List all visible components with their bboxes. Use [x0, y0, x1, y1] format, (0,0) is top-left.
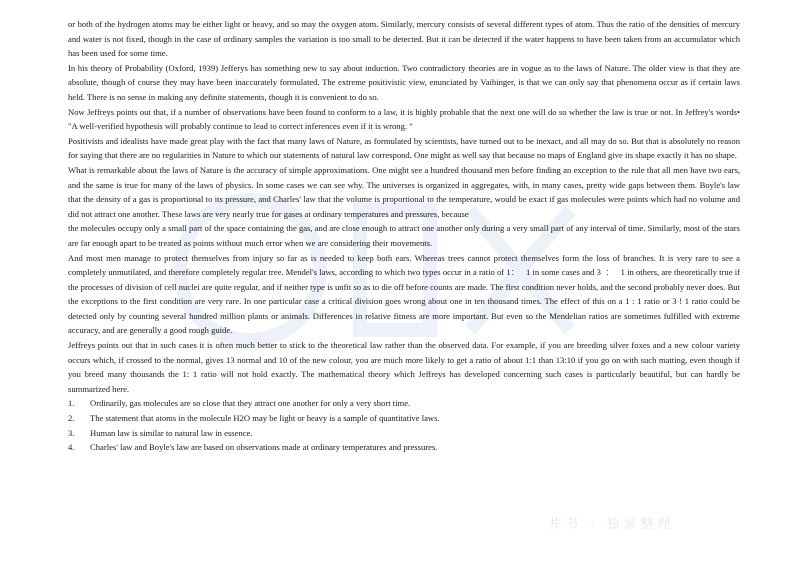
paragraph: Now Jeffreys points out that, if a number of observations have been found to conform to a law, it is highly probable that the next one will do so whether the law is true or not. In Jeffrey's words• "A well-verified hypothesis will probably continue to lead to correct inferences even if it is wrong. " — [68, 106, 740, 132]
footer-watermark: 井书 · 独家整理 — [548, 517, 675, 532]
statement-list — [68, 396, 740, 454]
list-number: 4. — [68, 442, 75, 453]
list-text: Charles' law and Boyle's law are based on observations made at ordinary temperatures and pressures. — [90, 442, 438, 453]
list-number: 2. — [68, 413, 75, 424]
list-text: Ordinarily, gas molecules are so close that they attract one another for only a very short time. — [90, 398, 411, 409]
list-number: 3. — [68, 427, 75, 438]
paragraph: And most men manage to protect themselves from injury so far as is needed to keep both ears. Whereas trees cannot protect themselves form the loss of branches. It is very rare to see a completely unmutilated, and therefore completely regular tree. Mendel's laws, according to which two types occur in a ratio of 1： 1 in some cases and 3 ： 1 in others, are theoretically true if the processes of division of cell nuclei are quite regular, and if neither type is unfit so as to die off before counts are made. The first condition never holds, and the second probably never does. But the exceptions to the first condition are very rare. In one particular case a critical division goes wrong about one in ten thousand times. The effect of this on a 1 : 1 ratio or 3 ! 1 ratio could be detected only by counting several hundred million plants or animals. Differences in relative fitness are more important. But even so the Mendelian ratios are sometimes fulfilled with extreme accuracy, and are generally a good rough guide. — [68, 252, 740, 336]
paragraph: In his theory of Probability (Oxford, 1939) Jefferys has something new to say about induction. Two contradictory theories are in vogue as to the laws of Nature. The older view is that they are absolute, though of course they may have been inaccurately formulated. The extreme positivistic view, enunciated by Vaihinger, is that we can only say that phenomena occur as if certain laws held. There is no sense in making any definite statements, though it is convenient to do so. — [68, 62, 740, 102]
paragraph: Positivists and idealists have made great play with the fact that many laws of Nature, as formulated by scientists, have turned out to be inexact, and all may do so. But that is absolutely no reason for saying that there are no regularities in Nature to which our statements of natural law correspond. One might as well say that because no maps of England give its shape exactly it has no shape. — [68, 135, 740, 161]
paragraph: or both of the hydrogen atoms may be either light or heavy, and so may the oxygen atom. Similarly, mercury consists of several different types of atom. Thus the ratio of the densities of mercury and water is not fixed, though in the case of ordinary samples the variation is too small to be detected. But it can be detected if the water happens to have been taken from an accumulator which has been used for some time. — [68, 19, 740, 59]
list-text: Human law is similar to natural law in essence. — [90, 427, 253, 438]
paragraph: the molecules occupy only a small part of the space containing the gas, and are close enough to attract one another only during a very small part of any interval of time. Similarly, most of the stars are far enough apart to be treated as points without much error when we are considering their movements. — [68, 223, 740, 248]
list-text: The statement that atoms in the molecule H2O may be light or heavy is a sample of quantitative laws. — [90, 413, 440, 424]
list-item — [68, 426, 740, 441]
list-item — [68, 411, 740, 426]
list-number: 1. — [68, 398, 75, 409]
paragraph: Jeffreys points out that in such cases it is often much better to stick to the theoretical law rather than the observed data. For example, if you are breeding silver foxes and a new colour variety occurs which, if crossed to the normal, gives 13 normal and 10 of the new colour, you are much more likely to get a ratio of about 1:1 than 13:10 if you go on with such matting, even though if you breed many thousands the 1: 1 ratio will not hold exactly. The mathematical theory which Jeffreys has developed concerning such cases is particularly beautiful, but can hardly be summarized here. — [68, 340, 740, 394]
document-body — [68, 17, 740, 455]
paragraph: What is remarkable about the laws of Nature is the accuracy of simple approximations. One might see a hundred thousand men before finding an exception to the rule that all men have two ears, and the same is true for many of the laws of physics. In some cases we can see why. The universes is organized in aggregates, with, in many cases, pretty wide gaps between them. Boyle's law that the density of a gas is proportional to its pressure, and Charles' law that the volume is proportional to the temperature, would be exact if gas molecules were points which had no volume and did not attract one another. These laws are very nearly true for gases at ordinary temperatures and pressures, because — [68, 164, 740, 219]
list-item — [68, 440, 740, 455]
list-item — [68, 396, 740, 411]
